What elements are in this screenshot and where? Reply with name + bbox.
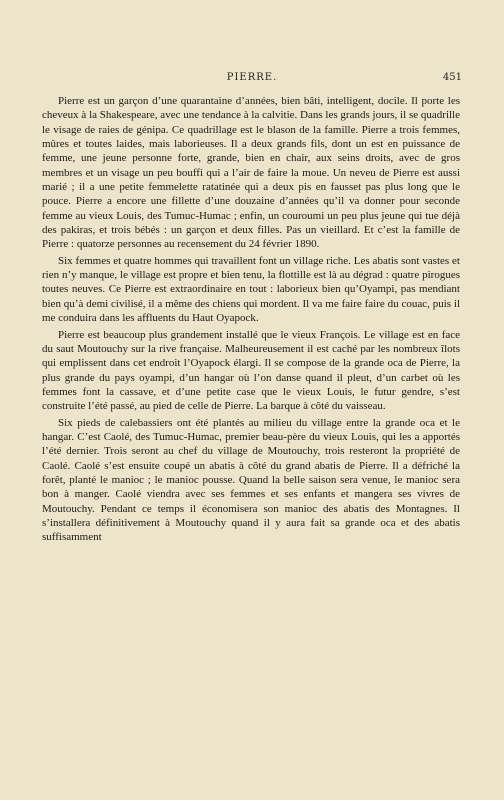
page-number: 451 [442,72,462,83]
paragraph-4: Six pieds de calebassiers ont été plantés au milieu du village entre la grande oca et le hangar. C’est Caolé, des Tumuc-Humac, premier beau-père du vieux Louis, qui les a apportés l’été dernier. Trois seront au chef du village de Moutouchy, trois resteront la propriété de Caolé. Caolé s’est ensuite coupé un abatis à côté du grand abatis de Pierre. Il a défriché la forêt, planté le manioc ; le manioc pousse. Quand la belle saison sera venue, le manioc sera bon à manger. Caolé viendra avec ses femmes et ses enfants et mangera ses vivres de Moutouchy. Pendant ce temps il économisera son manioc des abatis des Montagnes. Il s’installera définitivement à Moutouchy quand il y aura fait sa grande oca et des abatis suffisamment [42,416,460,544]
page-header [42,72,462,88]
paragraph-2: Six femmes et quatre hommes qui travaillent font un village riche. Les abatis sont vastes et rien n’y manque, le village est propre et bien tenu, la flottille est là au dégrad : quatre pirogues toutes neuves. Ce Pierre est extraordinaire en tout : laborieux bien qu’Oyampi, pas mendiant bien qu’à demi civilisé, il a même des chiens qui mordent. Il va me faire faire du couac, puis il me conduira dans les affluents du Haut Oyapock. [42,254,460,325]
running-title: PIERRE. [226,72,278,83]
paragraph-3: Pierre est beaucoup plus grandement installé que le vieux François. Le village est en face du saut Moutouchy sur la rive française. Malheureusement il est caché par les nombreux îlots qui emplissent dans cet endroit l’Oyapock élargi. Il se compose de la grande oca de Pierre, la plus grande du pays oyampi, d’un hangar où l’on danse quand il pleut, d’un carbet où les femmes font la cassave, et d’une petite case que le vieux Louis, le futur gendre, s’est construite l’été passé, au pied de celle de Pierre. La barque à côté du vaisseau. [42,328,460,413]
paragraph-1: Pierre est un garçon d’une quarantaine d’années, bien bâti, intelligent, docile. Il porte les cheveux à la Shakespeare, avec une tendance à la calvitie. Dans les grands jours, il se quadrille le visage de raies de génipa. Ce quadrillage est le blason de la famille. Pierre a trois femmes, mûres et toutes laides, mais laborieuses. Il a deux grands fils, dont un est en puissance de femme, une jeune personne forte, grande, bien en chair, aux seins droits, avec de gros membres et un visage un peu bouffi qui a l’air de faire la moue. Un neveu de Pierre est aussi marié ; il a une petite femmelette ratatinée qui a deux pis en fausset pas plus long que le pouce. Pierre a encore une fillette d’une douzaine d’années qu’il va donner pour seconde femme au vieux Louis, des Tumuc-Humac ; enfin, un couroumi un peu plus jeune qui tue déjà des pakiras, et trois bébés : un garçon et deux filles. Pas un vieillard. Et c’est la famille de Pierre : quatorze personnes au recensement du 24 février 1890. [42,95,460,251]
body-text [42,94,460,547]
